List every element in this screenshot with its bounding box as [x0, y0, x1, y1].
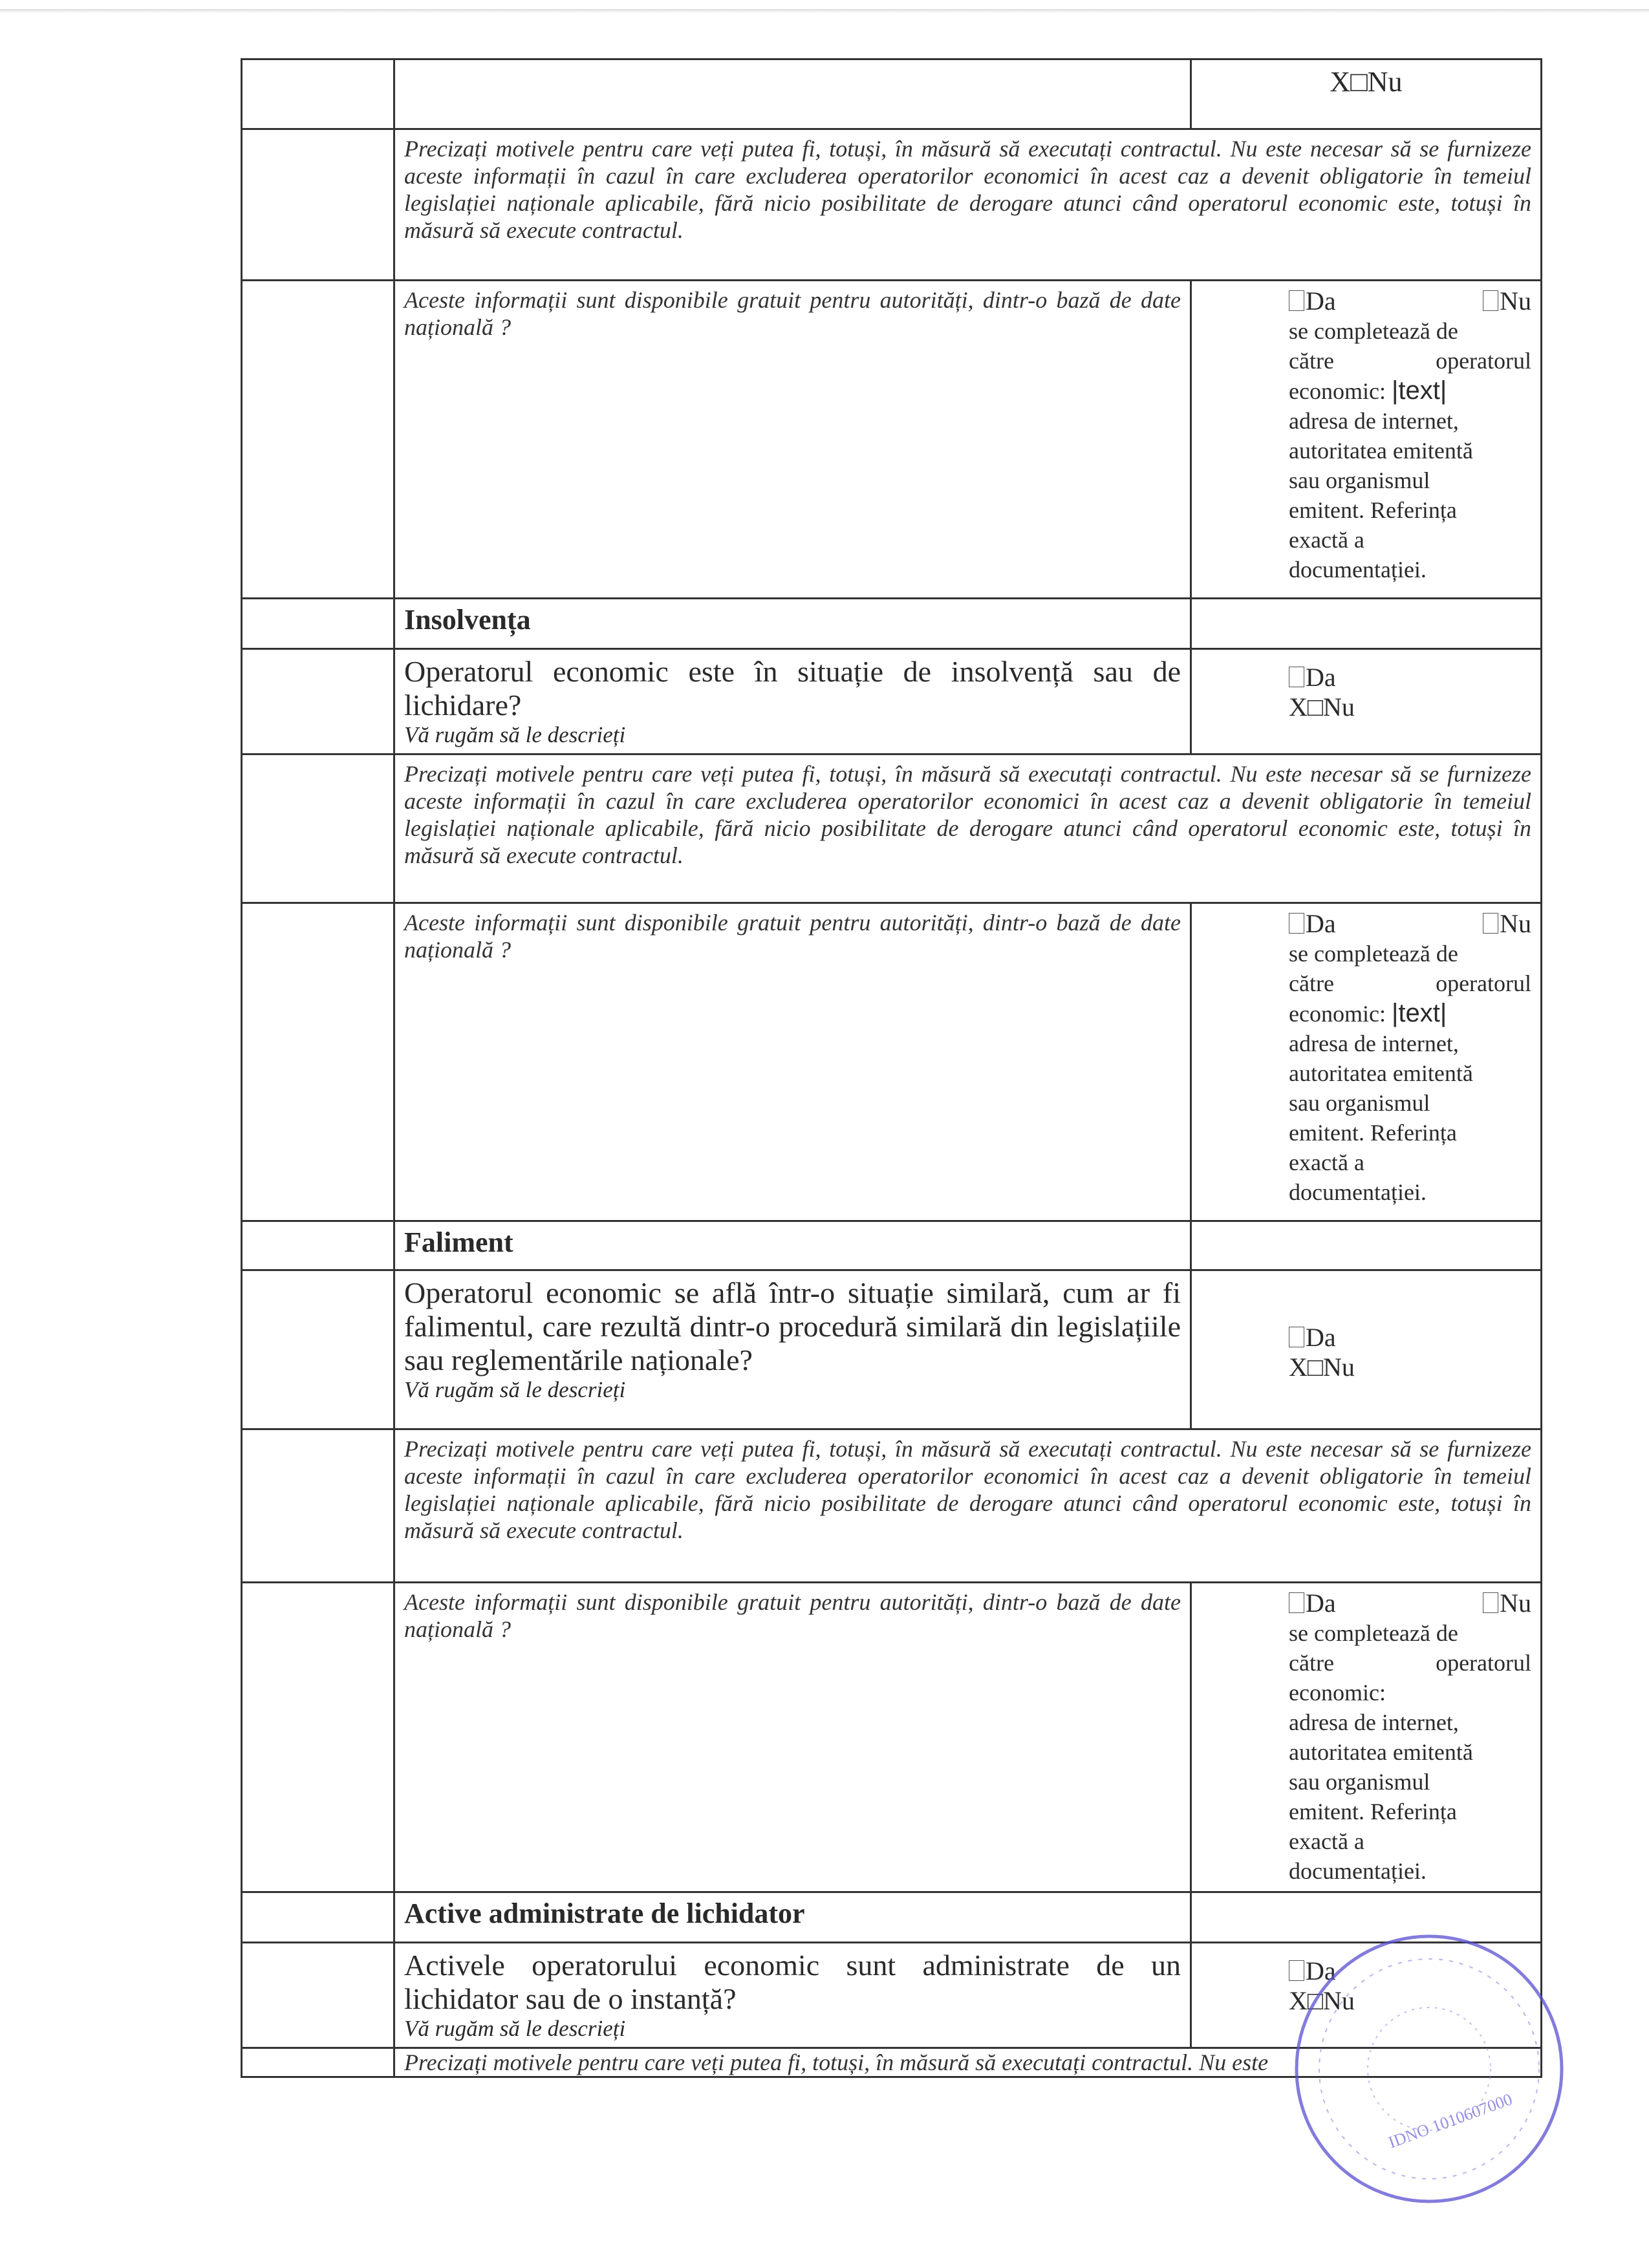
fill-instruction: operatorul	[1436, 1650, 1531, 1676]
checkbox-da[interactable]: Da	[1289, 286, 1336, 316]
fill-instruction: documentației.	[1289, 557, 1427, 583]
database-question: Aceste informații sunt disponibile gratuit pentru autorități, dintr-o bază de date națională ?	[394, 903, 1191, 1221]
section-title-faliment: Faliment	[394, 1221, 1191, 1270]
checkbox-da[interactable]: Da	[1289, 663, 1531, 692]
database-question: Aceste informații sunt disponibile gratuit pentru autorități, dintr-o bază de date națională ?	[394, 1583, 1191, 1892]
fill-instruction: autoritatea emitentă	[1289, 1739, 1473, 1765]
answer-nu-checked[interactable]: X□Nu	[1289, 1986, 1355, 2015]
question-faliment: Operatorul economic se află într-o situație similară, cum ar fi falimentul, care rezultă dintr-o procedură similară din legislațiile sau reglementările naționale?	[404, 1276, 1181, 1376]
answer-nu-checked[interactable]: X□Nu	[1289, 692, 1355, 722]
question-insolventa: Operatorul economic este în situație de insolvență sau de lichidare?	[404, 655, 1181, 722]
checkbox-da[interactable]: Da	[1289, 1589, 1336, 1618]
fill-instruction: exactă a	[1289, 1150, 1364, 1175]
fill-instruction: sau organismul	[1289, 467, 1430, 493]
fill-instruction: adresa de internet,	[1289, 1031, 1459, 1056]
fill-instruction: emitent. Referința	[1289, 1799, 1457, 1824]
checkbox-nu[interactable]: Nu	[1483, 286, 1531, 316]
database-question: Aceste informații sunt disponibile gratuit pentru autorități, dintr-o bază de date națională ?	[394, 281, 1191, 599]
motive-text: Precizați motivele pentru care veți putea fi, totuși, în măsură să executați contractul. Nu este necesar să se furnizeze aceste informații în cazul în care excluderea operatorilor economici în acest caz a devenit obligatorie în temeiul legislației naționale aplicabile, fără nicio posibilitate de derogare atunci când operatorul economic este, totuși în măsură să execute contractul.	[394, 754, 1542, 903]
question-active-lichidator: Activele operatorului economic sunt administrate de un lichidator sau de o instanță?	[404, 1949, 1181, 2015]
fill-instruction: autoritatea emitentă	[1289, 438, 1473, 464]
fill-instruction: emitent. Referința	[1289, 1120, 1457, 1146]
fill-instruction: se completează de	[1289, 318, 1458, 344]
fill-instruction: către	[1289, 970, 1334, 996]
fill-instruction: emitent. Referința	[1289, 497, 1457, 523]
database-answer	[1191, 281, 1542, 599]
fill-instruction: autoritatea emitentă	[1289, 1060, 1473, 1086]
stamp-idno: IDNO 1010607000	[1386, 2090, 1515, 2152]
fill-instruction: adresa de internet,	[1289, 408, 1459, 434]
text-field[interactable]: |text|	[1391, 999, 1447, 1027]
answer-nu-checked[interactable]: X□Nu	[1289, 1353, 1355, 1382]
fill-instruction: către	[1289, 1650, 1334, 1676]
motive-text: Precizați motivele pentru care veți putea fi, totuși, în măsură să executați contractul. Nu este necesar să se furnizeze aceste informații în cazul în care excluderea operatorilor economici în acest caz a devenit obligatorie în temeiul legislației naționale aplicabile, fără nicio posibilitate de derogare atunci când operatorul economic este, totuși în măsură să execute contractul.	[394, 129, 1542, 281]
table-row	[242, 281, 1542, 599]
table-row	[242, 59, 1542, 129]
database-answer	[1191, 1583, 1542, 1892]
fill-instruction: economic:	[1289, 1680, 1386, 1706]
fill-instruction: documentației.	[1289, 1179, 1427, 1205]
describe-note: Vă rugăm să le descrieți	[404, 722, 626, 747]
fill-instruction: documentației.	[1289, 1858, 1427, 1884]
fill-instruction: sau organismul	[1289, 1769, 1430, 1795]
exclusion-criteria-table	[241, 58, 1542, 2078]
checkbox-da[interactable]: Da	[1289, 1956, 1531, 1986]
fill-instruction: operatorul	[1436, 348, 1531, 374]
fill-instruction: se completează de	[1289, 941, 1458, 967]
fill-instruction: exactă a	[1289, 527, 1364, 553]
fill-instruction: economic:	[1289, 378, 1386, 404]
checkbox-nu[interactable]: Nu	[1483, 909, 1531, 939]
fill-instruction: către	[1289, 348, 1334, 374]
table-row	[242, 129, 1542, 281]
fill-instruction: sau organismul	[1289, 1090, 1430, 1116]
section-title-active-lichidator: Active administrate de lichidator	[394, 1892, 1191, 1943]
describe-note: Vă rugăm să le descrieți	[404, 2016, 626, 2041]
fill-instruction: operatorul	[1436, 970, 1531, 996]
checkbox-nu[interactable]: Nu	[1483, 1589, 1531, 1618]
describe-note: Vă rugăm să le descrieți	[404, 1377, 626, 1402]
checkbox-da[interactable]: Da	[1289, 1323, 1531, 1353]
fill-instruction: adresa de internet,	[1289, 1709, 1459, 1735]
motive-text: Precizați motivele pentru care veți putea fi, totuși, în măsură să executați contractul. Nu este necesar să se furnizeze aceste informații în cazul în care excluderea operatorilor economici în acest caz a devenit obligatorie în temeiul legislației naționale aplicabile, fără nicio posibilitate de derogare atunci când operatorul economic este, totuși în măsură să execute contractul.	[394, 1429, 1542, 1583]
text-field[interactable]: |text|	[1391, 376, 1447, 405]
motive-text-truncated: Precizați motivele pentru care veți putea fi, totuși, în măsură să executați contractul. Nu este	[394, 2048, 1542, 2077]
fill-instruction: economic:	[1289, 1001, 1386, 1027]
fill-instruction: exactă a	[1289, 1828, 1364, 1854]
answer-nu-checked[interactable]: X□Nu	[1191, 59, 1542, 129]
company-stamp	[1287, 1927, 1571, 2211]
section-title-insolventa: Insolvența	[394, 599, 1191, 649]
checkbox-da[interactable]: Da	[1289, 909, 1336, 939]
database-answer	[1191, 903, 1542, 1221]
scan-edge	[0, 9, 1649, 13]
fill-instruction: se completează de	[1289, 1620, 1458, 1646]
